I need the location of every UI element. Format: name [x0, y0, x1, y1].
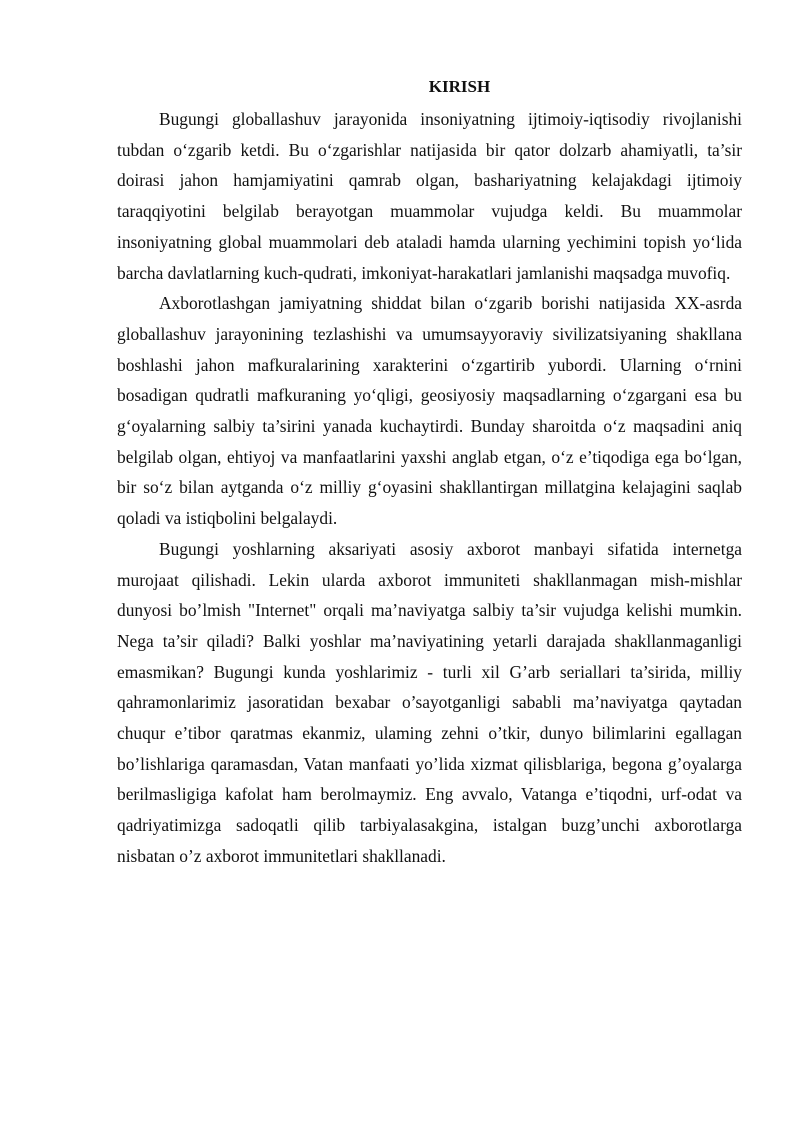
paragraph-3: Bugungi yoshlarning aksariyati asosiy axborot manbayi sifatida internetga murojaat qilishadi. Lekin ularda axborot immuniteti shakllanmagan mish-mishlar dunyosi bo’lmish "Internet" orqali ma’naviyatga salbiy ta’sir vujudga kelishi mumkin. Nega ta’sir qiladi? Balki yoshlar ma’naviyatining yetarli darajada shakllanmaganligi emasmikan? Bugungi kunda yoshlarimiz - turli xil G’arb seriallari ta’sirida, milliy qahramonlarimiz jasoratidan bexabar o’sayotganligi sababli ma’naviyatga qaytadan chuqur e’tibor qaratmas ekanmiz, ulaming zehni o’tkir, dunyo bilimlarini egallagan bo’lishlariga qaramasdan, Vatan manfaati yo’lida xizmat qilisblariga, begona g’oyalarga berilmasligiga kafolat ham berolmaymiz. Eng avvalo, Vatanga e’tiqodni, urf-odat va qadriyatimizga sadoqatli qilib tarbiyalasakgina, istalgan buzg’unchi axborotlarga nisbatan o’z axborot immunitetlari shakllanadi. [117, 538, 742, 866]
document-page [117, 74, 742, 872]
paragraph-2: Axborotlashgan jamiyatning shiddat bilan o‘zgarib borishi natijasida XX-asrda globallashuv jarayonining tezlashishi va umumsayyoraviy sivilizatsiyaning shakllana boshlashi jahon mafkuralarining xarakterini o‘zgartirib yubordi. Ularning o‘rnini bosadigan qudratli mafkuraning yo‘qligi, geosiyosiy maqsadlarning o‘zgargani esa bu g‘oyalarning salbiy ta’sirini yanada kuchaytirdi. Bunday sharoitda o‘z maqsadini aniq belgilab olgan, ehtiyoj va manfaatlarini yaxshi anglab etgan, o‘z e’tiqodiga ega bo‘lgan, bir so‘z bilan aytganda o‘z milliy g‘oyasini shakllantirgan millatgina kelajagini saqlab qoladi va istiqbolini belgalaydi. [117, 293, 742, 529]
page-title: KIRISH [428, 77, 491, 96]
paragraph-1: Bugungi globallashuv jarayonida insoniyatning ijtimoiy-iqtisodiy rivojlanishi tubdan o‘zgarib ketdi. Bu o‘zgarishlar natijasida bir qator dolzarb ahamiyatli, ta’sir doirasi jahon hamjamiyatini qamrab olgan, bashariyatning kelajakdagi ijtimoiy taraqqiyotini belgilab berayotgan muammolar vujudga keldi. Bu muammolar insoniyatning global muammolari deb ataladi hamda ularning yechimini topish yo‘lida barcha davlatlarning kuch-qudrati, imkoniyat-harakatlari jamlanishi maqsadga muvofiq. [117, 109, 742, 283]
